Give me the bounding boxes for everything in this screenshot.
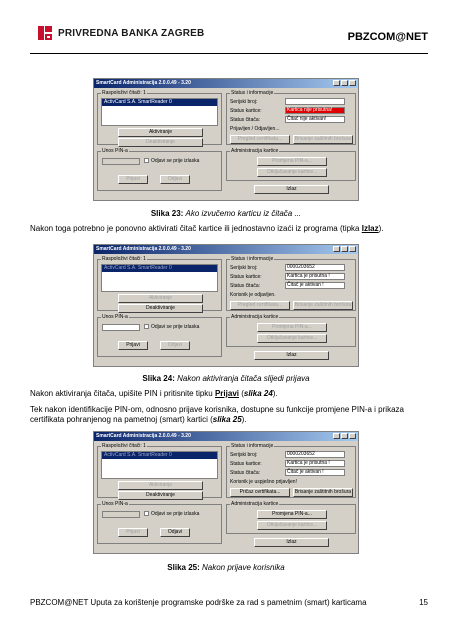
user-status: Korisnik je uspješno prijavljen! (230, 479, 297, 485)
exit-button[interactable]: Izlaz (254, 538, 329, 547)
exit-button[interactable]: Izlaz (254, 351, 329, 360)
logout-button[interactable]: Odjavi (160, 175, 190, 184)
page-header (30, 18, 428, 54)
pin-input[interactable] (102, 324, 140, 331)
exit-button[interactable]: Izlaz (254, 185, 329, 194)
cert-review-button[interactable]: Pregled certifikata... (230, 135, 290, 144)
serial-value: 0000203652 (285, 451, 345, 458)
list-item[interactable]: ActivCard S.A. SmartReader 0 (102, 99, 217, 106)
screenshot-figure-25 (93, 431, 359, 554)
maximize-icon[interactable] (341, 246, 348, 252)
caption-25: Slika 25: Nakon prijave korisnika (167, 563, 285, 572)
deactivate-button[interactable]: Deaktiviranje (118, 491, 203, 500)
admin-group: Administracija kartice Promjena PIN-a... Otključavanje kartice... (226, 151, 356, 181)
minimize-icon[interactable] (333, 246, 340, 252)
logout-button[interactable]: Odjavi (160, 528, 190, 537)
close-icon[interactable] (349, 80, 356, 86)
cert-review-button[interactable]: Pregled certifikata... (230, 301, 290, 310)
screenshot-figure-24 (93, 244, 359, 367)
readers-group: Raspoloživi čitači: 1 ActivCard S.A. SmartReader 0 Aktiviranje Deaktiviranje (97, 93, 222, 145)
pin-group: Unos PIN-a Odjavi se prije izlaska Prijavi Odjavi (97, 504, 222, 544)
user-status: Prijavljen / Odjavljen... (230, 126, 280, 132)
paragraph-2: Nakon aktiviranja čitača, upišite PIN i pritisnite tipku Prijavi (slika 24). (30, 389, 278, 398)
logout-before-exit-checkbox[interactable]: Odjavi se prije izlaska (144, 511, 199, 517)
activate-button[interactable]: Aktiviranje (118, 481, 203, 490)
card-status-value: Kartica nije prisutna! (285, 107, 345, 114)
deactivate-button[interactable]: Deaktiviranje (118, 138, 203, 147)
paragraph-3: Tek nakon identifikacije PIN-om, odnosno prijave korisnika, dostupne su funkcije promjene PIN-a i prikaza certifikata pohranjenog na pametnoj (smart) kartici (slika 25). (30, 405, 404, 424)
cert-review-button[interactable]: Pričaz certifikata... (230, 488, 290, 497)
status-group: Status i informacije Serijski broj: Status kartice: Kartica nije prisutna! Status čitača: Čitač nije aktivan! Prijavljen / Odjavljen... Pregled certifikata... Brisanje zaštitnih brošura (226, 93, 356, 145)
login-button[interactable]: Prijavi (118, 341, 148, 350)
page-footer (30, 598, 428, 607)
admin-group: Administracija kartice Promjena PIN-a... Otključavanje kartice... (226, 317, 356, 347)
doc-tag: PBZCOM@NET (347, 31, 428, 43)
activate-button[interactable]: Aktiviranje (118, 128, 203, 137)
screenshot-figure-23 (93, 78, 359, 201)
pin-input[interactable] (102, 511, 140, 518)
close-icon[interactable] (349, 433, 356, 439)
unlock-card-button[interactable]: Otključavanje kartice... (257, 521, 327, 530)
readers-group: Raspoloživi čitači: 1 ActivCard S.A. SmartReader 0 Aktiviranje Deaktiviranje (97, 446, 222, 498)
login-button[interactable]: Prijavi (118, 528, 148, 537)
unlock-card-button[interactable]: Otključavanje kartice... (257, 168, 327, 177)
status-group: Status i informacije Serijski broj: 0000203652 Status kartice: Kartica je prisutna ! Status čitača: Čitač je aktivan ! Korisnik je odjavljen. Pregled certifikata... Brisanje zaštitnih brošura (226, 259, 356, 311)
pbz-logo-icon (38, 26, 52, 40)
caption-23: Slika 23: Ako izvučemo karticu iz čitača ... (150, 209, 302, 218)
pin-group: Unos PIN-a Odjavi se prije izlaska Prijavi Odjavi (97, 151, 222, 191)
app-titlebar: SmartCard Administracija 2.0.0.49 - 3.20 (94, 245, 358, 254)
close-icon[interactable] (349, 246, 356, 252)
delete-certs-button[interactable]: Brisanje zaštitnih brošura (294, 489, 352, 495)
maximize-icon[interactable] (341, 433, 348, 439)
change-pin-button[interactable]: Promjena PIN-a... (257, 323, 327, 332)
login-button[interactable]: Prijavi (118, 175, 148, 184)
user-status: Korisnik je odjavljen. (230, 292, 276, 298)
admin-group: Administracija kartice Promjena PIN-a... Otključavanje kartice... (226, 504, 356, 534)
unlock-card-button[interactable]: Otključavanje kartice... (257, 334, 327, 343)
footer-text: PBZCOM@NET Uputa za korištenje programske podrške za rad s pametnim (smart) karticama (30, 598, 367, 607)
bank-logo (38, 26, 204, 40)
paragraph-1: Nakon toga potrebno je ponovno aktivirati čitač kartice ili jednostavno izaći iz programa (tipka Izlaz). (30, 224, 384, 233)
reader-list[interactable] (101, 264, 218, 292)
delete-certs-button[interactable]: Brisanje zaštitnih brošura (294, 136, 352, 142)
pin-input[interactable] (102, 158, 140, 165)
reader-status-value: Čitač nije aktivan! (285, 116, 345, 123)
card-status-value: Kartica je prisutna ! (285, 460, 345, 467)
maximize-icon[interactable] (341, 80, 348, 86)
deactivate-button[interactable]: Deaktiviranje (118, 304, 203, 313)
reader-list[interactable] (101, 451, 218, 479)
app-titlebar: SmartCard Administracija 2.0.0.49 - 3.20 (94, 432, 358, 441)
caption-24: Slika 24: Nakon aktiviranja čitača slijedi prijava (142, 374, 310, 383)
readers-group: Raspoloživi čitači: 1 ActivCard S.A. SmartReader 0 Aktiviranje Deaktiviranje (97, 259, 222, 311)
logout-before-exit-checkbox[interactable]: Odjavi se prije izlaska (144, 324, 199, 330)
delete-certs-button[interactable]: Brisanje zaštitnih brošura (294, 302, 352, 308)
activate-button[interactable]: Aktiviranje (118, 294, 203, 303)
list-item[interactable]: ActivCard S.A. SmartReader 0 (102, 452, 217, 459)
reader-list[interactable] (101, 98, 218, 126)
app-titlebar: SmartCard Administracija 2.0.0.49 - 3.20 (94, 79, 358, 88)
bank-name: PRIVREDNA BANKA ZAGREB (58, 27, 205, 39)
status-group: Status i informacije Serijski broj: 0000203652 Status kartice: Kartica je prisutna ! Status čitača: Čitač je aktivan ! Korisnik je uspješno prijavljen! Pričaz certifikata... Brisanje zaštitnih brošura (226, 446, 356, 498)
serial-value: 0000203652 (285, 264, 345, 271)
change-pin-button[interactable]: Promjena PIN-a... (257, 510, 327, 519)
minimize-icon[interactable] (333, 80, 340, 86)
page-number: 15 (419, 598, 428, 607)
serial-value (285, 98, 345, 105)
reader-status-value: Čitač je aktivan ! (285, 469, 345, 476)
minimize-icon[interactable] (333, 433, 340, 439)
card-status-value: Kartica je prisutna ! (285, 273, 345, 280)
pin-group: Unos PIN-a Odjavi se prije izlaska Prijavi Odjavi (97, 317, 222, 357)
reader-status-value: Čitač je aktivan ! (285, 282, 345, 289)
list-item[interactable]: ActivCard S.A. SmartReader 0 (102, 265, 217, 272)
change-pin-button[interactable]: Promjena PIN-a... (257, 157, 327, 166)
logout-before-exit-checkbox[interactable]: Odjavi se prije izlaska (144, 158, 199, 164)
logout-button[interactable]: Odjavi (160, 341, 190, 350)
